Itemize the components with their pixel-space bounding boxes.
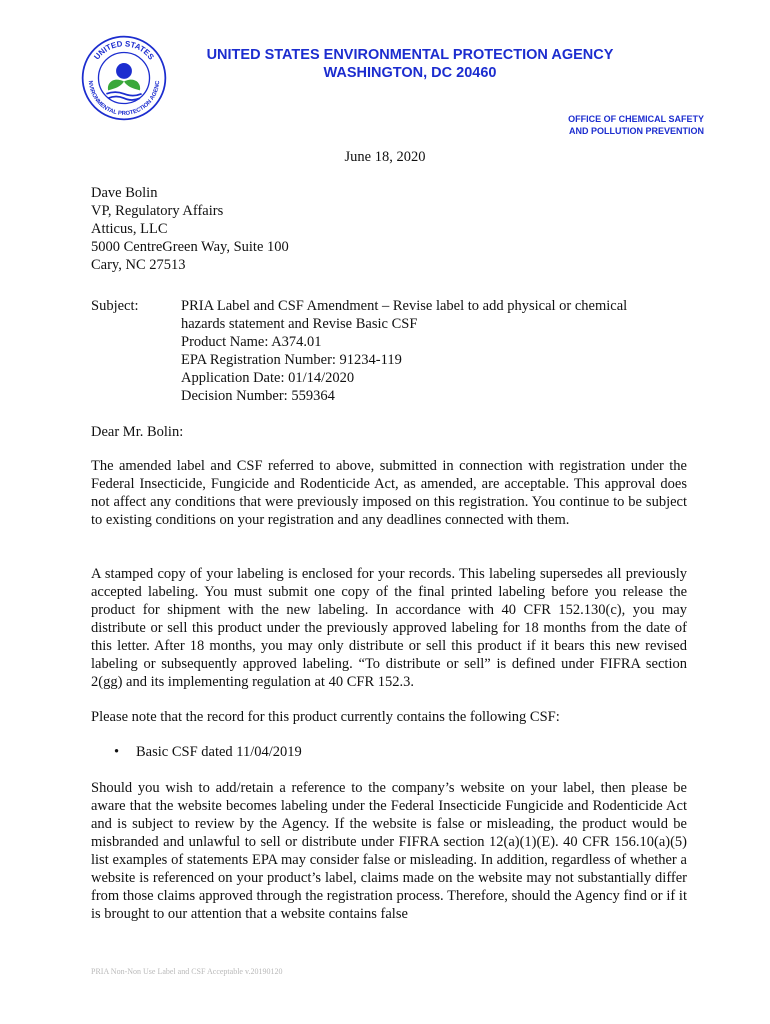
recipient-name: Dave Bolin [91, 185, 158, 201]
seal-text-bottom: NVIRONMENTAL PROTECTION AGENC [86, 80, 162, 117]
subject-line-1: PRIA Label and CSF Amendment – Revise label to add physical or chemical [181, 298, 628, 314]
registration-number: EPA Registration Number: 91234-119 [181, 352, 402, 368]
paragraph-3: Please note that the record for this product currently contains the following CSF: [91, 709, 560, 725]
agency-city: WASHINGTON, DC 20460 [323, 65, 497, 81]
subject-line-2: hazards statement and Revise Basic CSF [181, 316, 418, 332]
recipient-company: Atticus, LLC [91, 221, 168, 237]
recipient-address [91, 184, 289, 274]
epa-seal-icon [80, 34, 168, 122]
salutation: Dear Mr. Bolin: [91, 424, 184, 440]
seal-text-top: UNITED STATES [92, 39, 156, 62]
agency-header [180, 46, 640, 82]
csf-list-item [114, 743, 302, 761]
subject-label: Subject: [91, 298, 139, 314]
application-date: Application Date: 01/14/2020 [181, 370, 355, 386]
decision-number: Decision Number: 559364 [181, 388, 335, 404]
paragraph-2: A stamped copy of your labeling is enclosed for your records. This labeling supersedes all previously accepted labeling. You must submit one copy of the final printed labeling before you release the product for shipment with the new labeling. In accordance with 40 CFR 152.130(c), you may distribute or sell this product under the previously approved labeling for 18 months from the date of this letter. After 18 months, you may only distribute or sell this product if it bears this new revised labeling or subsequently approved labeling. “To distribute or sell” is defined under FIFRA section 2(gg) and its implementing regulation at 40 CFR 152.3. [91, 566, 687, 690]
paragraph-4: Should you wish to add/retain a reference to the company’s website on your label, then please be aware that the website becomes labeling under the Federal Insecticide Fungicide and Rodenticide Act and is subject to review by the Agency. If the website is false or misleading, the product would be misbranded and unlawful to sell or distribute under FIFRA section 12(a)(1)(E). 40 CFR 156.10(a)(5) list examples of statements EPA may consider false or misleading. In addition, regardless of whether a website is referenced on your product’s label, claims made on the website may not substantially differ from those claims approved through the registration process. Therefore, should the Agency find or if it is brought to our attention that a website contains false [91, 780, 687, 922]
recipient-title: VP, Regulatory Affairs [91, 203, 224, 219]
letter-date: June 18, 2020 [344, 149, 426, 165]
recipient-street: 5000 CentreGreen Way, Suite 100 [91, 239, 289, 255]
recipient-city: Cary, NC 27513 [91, 257, 186, 273]
office-line-2: AND POLLUTION PREVENTION [568, 126, 704, 136]
office-line-1: OFFICE OF CHEMICAL SAFETY [568, 114, 704, 124]
agency-name: UNITED STATES ENVIRONMENTAL PROTECTION AGENCY [206, 47, 614, 63]
office-header [568, 113, 704, 137]
footer-note: PRIA Non-Non Use Label and CSF Acceptable v.20190120 [91, 967, 283, 976]
paragraph-1: The amended label and CSF referred to above, submitted in connection with registration under the Federal Insecticide, Fungicide and Rodenticide Act, as amended, are acceptable. This approval does not affect any conditions that were previously imposed on this registration. You continue to be subject to existing conditions on your registration and any deadlines connected with them. [91, 458, 687, 528]
csf-item-text: Basic CSF dated 11/04/2019 [136, 744, 302, 760]
bullet-icon: • [114, 744, 120, 760]
product-name: Product Name: A374.01 [181, 334, 322, 350]
